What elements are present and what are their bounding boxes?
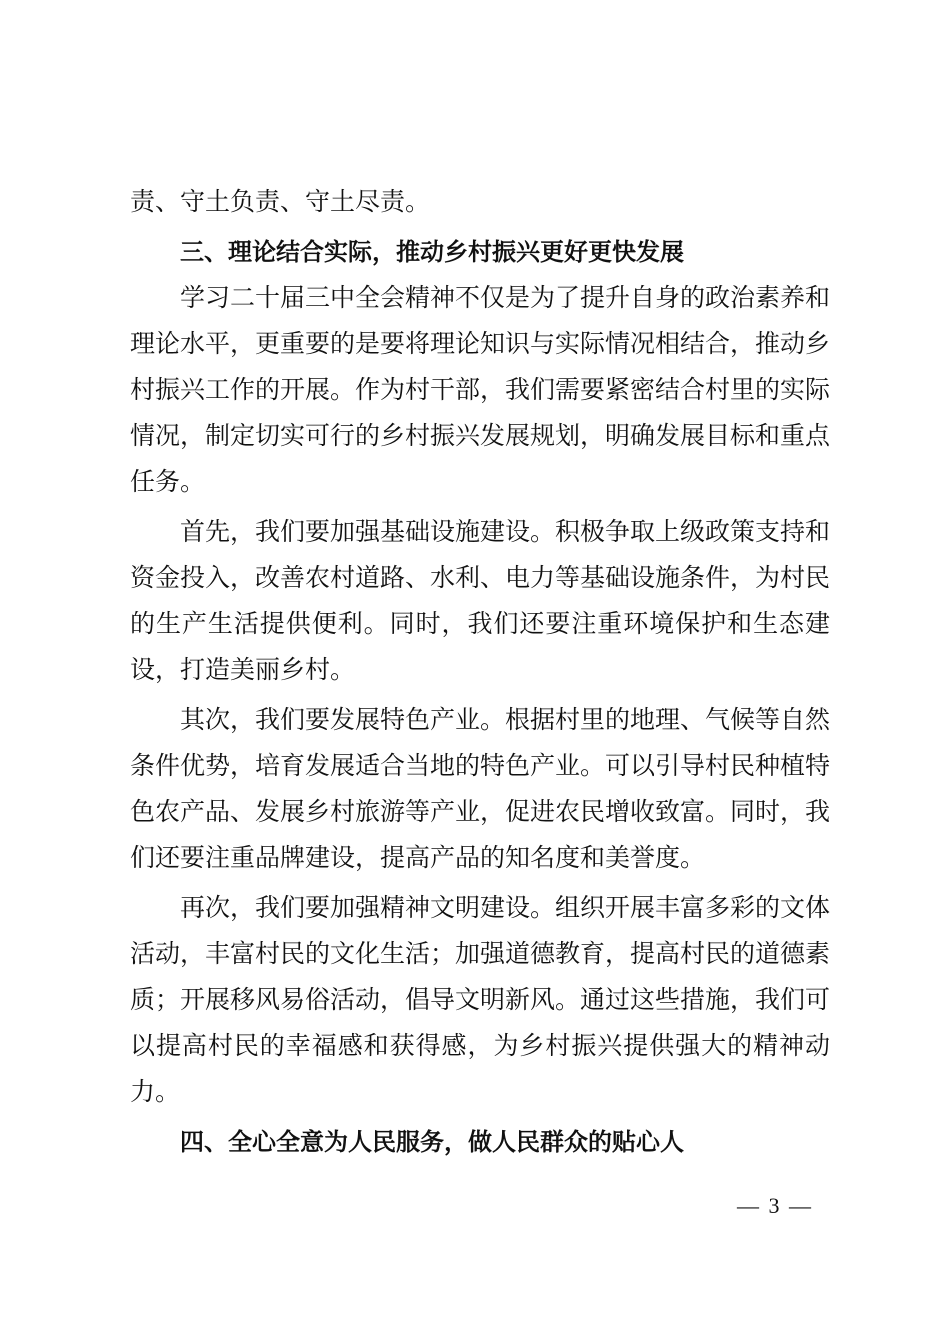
document-body [130,179,830,1165]
section-heading-4: 四、全心全意为人民服务，做人民群众的贴心人 [180,1128,684,1156]
paragraph-second: 其次，我们要发展特色产业。根据村里的地理、气候等自然条件优势，培育发展适合当地的特色产业。可以引导村民种植特色农产品、发展乡村旅游等产业，促进农民增收致富。同时，我们还要注重品牌建设，提高产品的知名度和美誉度。 [130,705,831,872]
paragraph-intro: 学习二十届三中全会精神不仅是为了提升自身的政治素养和理论水平，更重要的是要将理论知识与实际情况相结合，推动乡村振兴工作的开展。作为村干部，我们需要紧密结合村里的实际情况，制定切实可行的乡村振兴发展规划，明确发展目标和重点任务。 [130,283,831,496]
paragraph-continuation: 责、守土负责、守土尽责。 [130,187,431,216]
page-number: — 3 — [737,1193,813,1218]
paragraph-first: 首先，我们要加强基础设施建设。积极争取上级政策支持和资金投入，改善农村道路、水利、电力等基础设施条件，为村民的生产生活提供便利。同时，我们还要注重环境保护和生态建设，打造美丽乡村。 [130,517,831,684]
paragraph-third: 再次，我们要加强精神文明建设。组织开展丰富多彩的文体活动，丰富村民的文化生活；加强道德教育，提高村民的道德素质；开展移风易俗活动，倡导文明新风。通过这些措施，我们可以提高村民的幸福感和获得感，为乡村振兴提供强大的精神动力。 [130,893,831,1106]
section-heading-3: 三、理论结合实际，推动乡村振兴更好更快发展 [180,238,684,266]
